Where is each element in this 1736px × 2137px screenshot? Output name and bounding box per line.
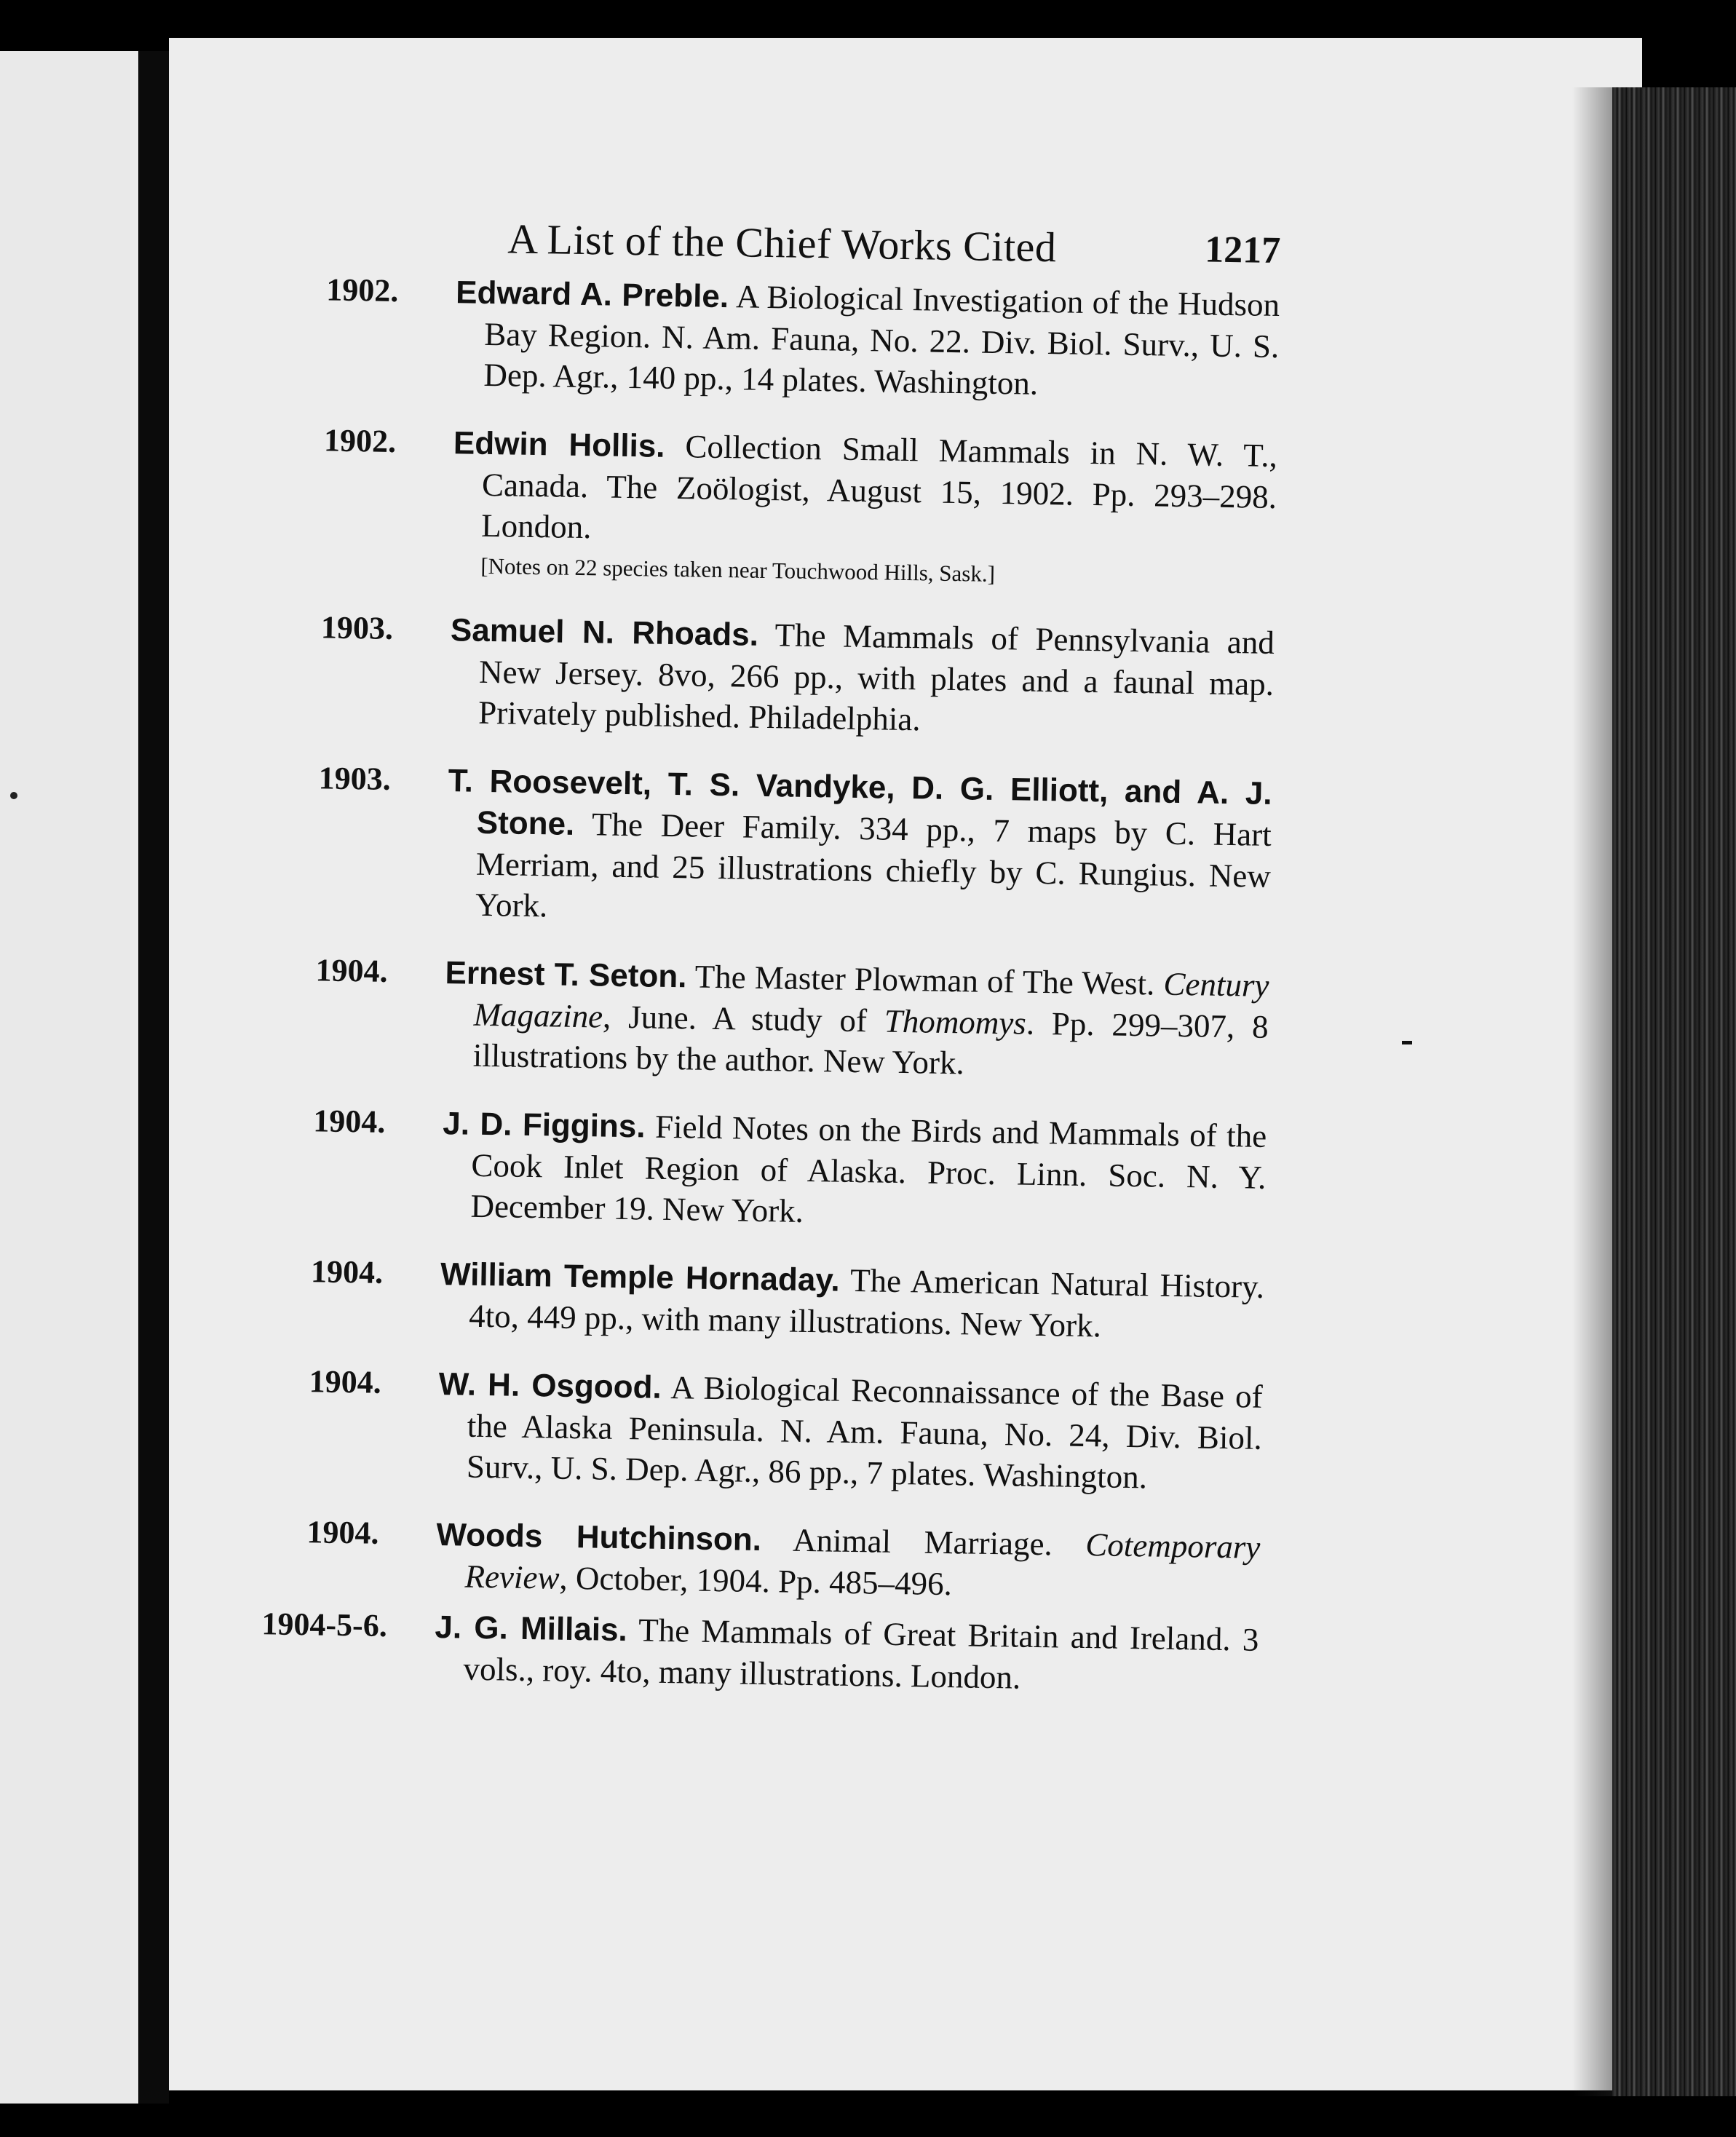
bibliography-entry (295, 758, 1272, 937)
facing-page-edge (0, 51, 138, 2104)
entry-text: , June. A study of (602, 998, 868, 1039)
speck (1402, 1041, 1412, 1044)
page-number: 1217 (1204, 229, 1281, 272)
entry-year: 1904. (306, 1514, 379, 1551)
entry-text: A Biological Reconnaissance of the Base of the Alaska Peninsula. N. Am. Fauna, No. 24, Div. Biol. Surv., U. S. Dep. Agr., 86 pp., 7 plates. Washington. (466, 1369, 1263, 1496)
entry-text: The Mammals of Pennsylvania and New Jersey. 8vo, 266 pp., with plates and a faunal map. Privately published. Philadelphia. (477, 616, 1275, 738)
entry-year: 1904. (315, 952, 388, 989)
stacked-page-edges (1612, 87, 1736, 2096)
bibliography-entry (290, 1101, 1267, 1239)
entry-text: Collection Small Mammals in N. W. T., Canada. The Zoölogist, August 15, 1902. Pp. 293–298. London. (480, 428, 1278, 546)
entry-text: Animal Marriage. (792, 1521, 1053, 1563)
bibliography-entry (300, 420, 1277, 595)
entry-text: A Biological Investigation of the Hudson Bay Region. N. Am. Fauna, No. 22. Div. Biol. Surv., U. S. Dep. Agr., 140 pp., 14 plates. Washington. (483, 278, 1280, 402)
entry-text: The American Natural History. 4to, 449 pp., with many illustrations. New York. (468, 1261, 1265, 1344)
entry-author: Edwin Hollis. (453, 425, 665, 464)
book-gutter (138, 51, 169, 2104)
entry-year: 1903. (318, 760, 392, 797)
entry-year: 1904. (312, 1103, 386, 1140)
entry-author: W. H. Osgood. (438, 1366, 662, 1405)
entry-year: 1903. (320, 609, 394, 646)
bibliography-entry (286, 1361, 1263, 1499)
entry-genus: Thomomys (884, 1002, 1027, 1042)
entry-note: [Notes on 22 species taken near Touchwood Hills, Sask.] (480, 552, 996, 587)
entry-year: 1902. (323, 422, 397, 459)
bibliography-entry (284, 1512, 1261, 1609)
entry-publication: Cotemporary Review (464, 1526, 1261, 1596)
bibliography-entry (261, 1604, 1259, 1702)
entry-year: 1904. (309, 1363, 382, 1400)
entry-author: J. G. Millais. (435, 1609, 628, 1649)
entry-year: 1902. (325, 271, 399, 309)
entry-text: The Mammals of Great Britain and Ireland. 3 vols., roy. 4to, many illustrations. London. (463, 1611, 1259, 1696)
entry-author: Samuel N. Rhoads. (450, 612, 759, 653)
entry-author: Ernest T. Seton. (445, 955, 687, 995)
bibliography-entry (303, 269, 1280, 408)
entry-author: Edward A. Preble. (455, 274, 729, 315)
page-title: A List of the Chief Works Cited (507, 215, 1057, 271)
entry-author: T. Roosevelt, T. S. Vandyke, D. G. Elliott, and A. J. Stone. (448, 763, 1272, 842)
page-text (261, 211, 1281, 1729)
entry-text: . Pp. 299–307, 8 illustrations by the author. New York. (472, 1004, 1269, 1082)
entry-text: , October, 1904. Pp. 485–496. (559, 1559, 953, 1603)
bibliography-entry (292, 950, 1269, 1088)
entry-year: 1904. (310, 1253, 384, 1290)
entry-text: The Master Plowman of The West. (694, 958, 1155, 1002)
speck (10, 792, 17, 799)
entry-author: J. D. Figgins. (442, 1106, 646, 1145)
entry-text: The Deer Family. 334 pp., 7 maps by C. Hart Merriam, and 25 illustrations chiefly by C. Rungius. New York. (475, 806, 1272, 924)
entry-author: Woods Hutchinson. (436, 1517, 762, 1558)
entry-year: 1904-5-6. (261, 1606, 388, 1644)
bibliography-entry (288, 1251, 1265, 1349)
bibliography-entry (298, 607, 1275, 745)
entry-text: Field Notes on the Birds and Mammals of the Cook Inlet Region of Alaska. Proc. Linn. Soc. N. Y. December 19. New York. (470, 1108, 1267, 1229)
entry-author: William Temple Hornaday. (440, 1256, 841, 1299)
entry-publication: Century Magazine (473, 965, 1269, 1035)
